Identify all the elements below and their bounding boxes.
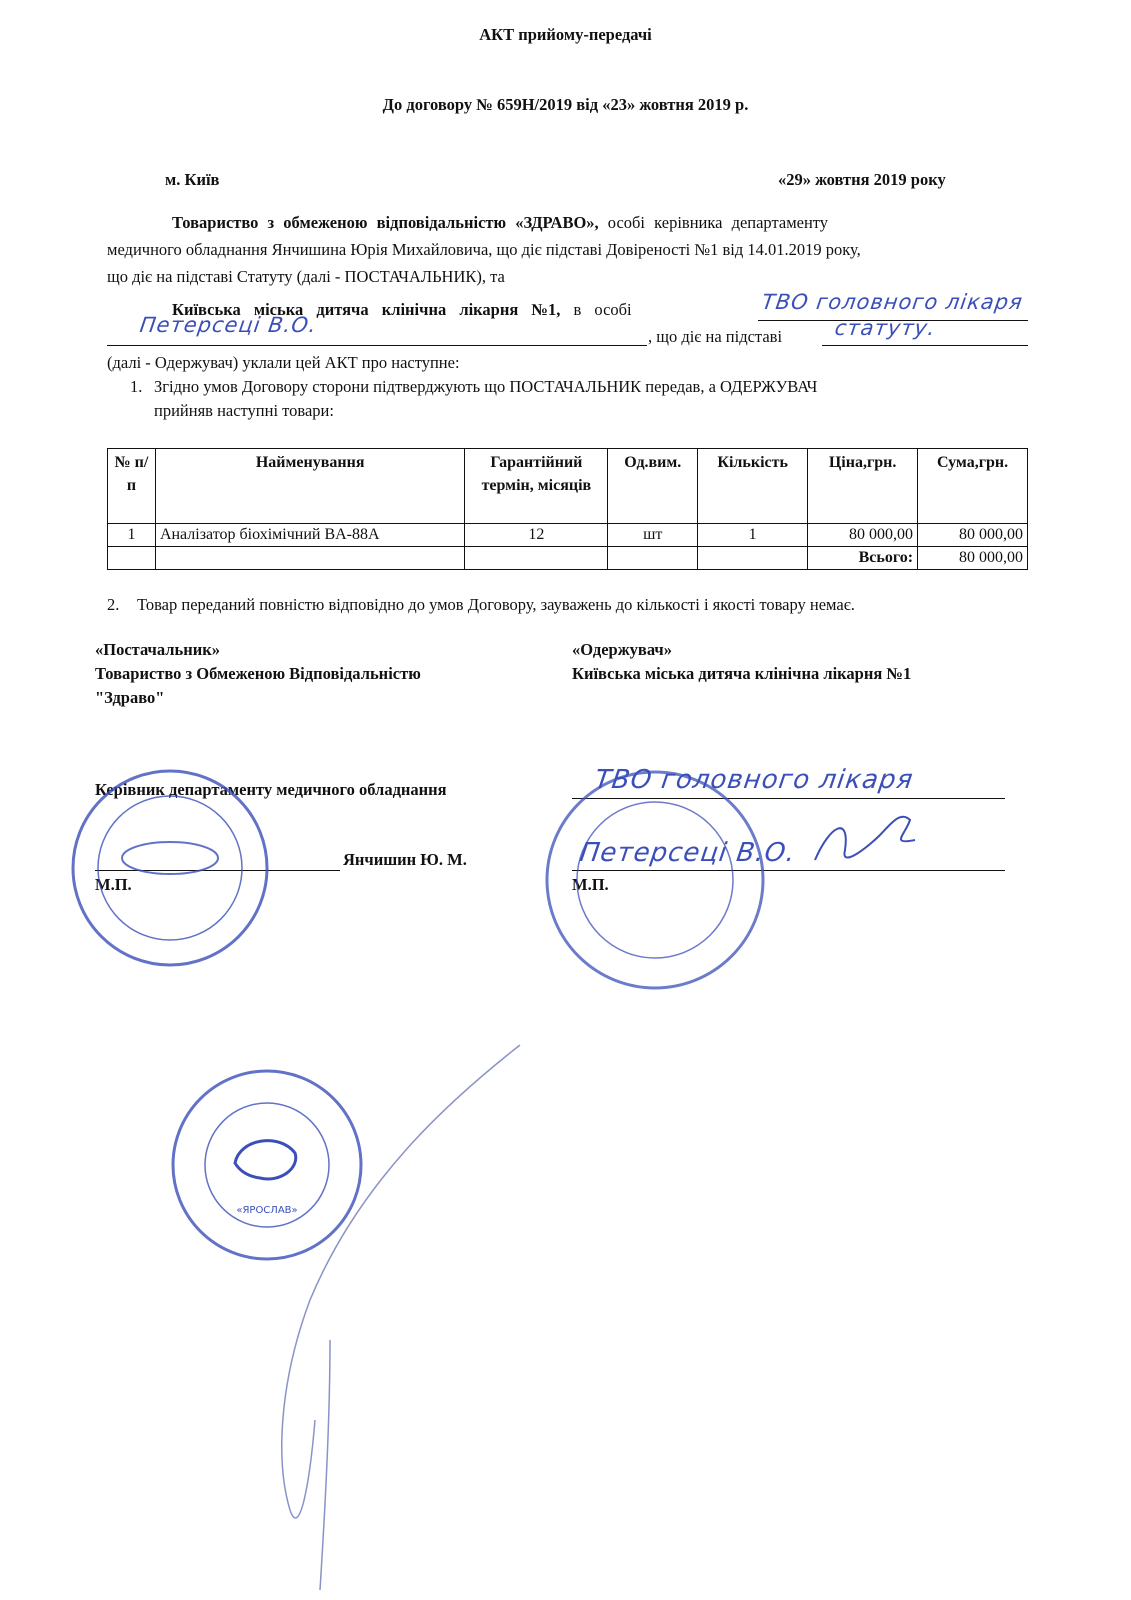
receiver-handwritten-title: ТВО головного лікаря [592,765,916,795]
document-date: «29» жовтня 2019 року [778,170,946,189]
table-total-row [108,547,1028,570]
header-name: Найменування [155,449,464,524]
table-row [108,524,1028,547]
city: м. Київ [165,170,220,189]
supplier-name-bold: Товариство з обмеженою відповідальністю «ЗДРАВО», [172,213,599,232]
supplier-stamp-place: М.П. [95,875,132,894]
item2-number: 2. [107,595,120,614]
document-title: АКТ прийому-передачі [479,25,652,44]
item1-number: 1. [130,377,143,396]
paragraph-supplier-line2: медичного обладнання Янчишина Юрія Михайловича, що діє підставі Довіреності №1 від 14.01.2019 року, [107,240,861,259]
handwritten-person-title: ТВО головного лікаря [760,290,1025,314]
paragraph-supplier-line3: що діє на підставі Статуту (далі - ПОСТАЧАЛЬНИК), та [107,267,505,286]
header-price: Ціна,грн. [808,449,918,524]
table-header-row [108,449,1028,524]
cell-quantity: 1 [698,524,808,547]
receiver-role: «Одержувач» [572,640,672,659]
supplier-company-line2: "Здраво" [95,688,165,707]
supplier-company-line1: Товариство з Обмеженою Відповідальністю [95,664,421,683]
header-sum: Сума,грн. [918,449,1028,524]
supplier-representative: особі керівника департаменту [598,213,829,232]
supplier-role: «Постачальник» [95,640,221,659]
receiver-handwritten-name: Петерсеці В.О. [577,838,798,868]
cell-warranty: 12 [465,524,608,547]
item2-text: Товар переданий повністю відповідно до умов Договору, зауважень до кількості і якості товару немає. [137,595,855,614]
supplier-signer: Янчишин Ю. М. [343,850,467,869]
item1-text-line1: Згідно умов Договору сторони підтверджують що ПОСТАЧАЛЬНИК передав, а ОДЕРЖУВАЧ [154,377,818,396]
acting-basis-label: , що діє на підставі [648,327,783,346]
charity-signature-scribble [270,1040,530,1600]
supplier-position: Керівник департаменту медичного обладнання [95,780,447,799]
cell-sum: 80 000,00 [918,524,1028,547]
header-quantity: Кількість [698,449,808,524]
header-number: № п/п [108,449,156,524]
header-warranty: Гарантійний термін, місяців [465,449,608,524]
basis-underline [822,345,1028,346]
receiver-stamp-place: М.П. [572,875,609,894]
cell-price: 80 000,00 [808,524,918,547]
cell-number: 1 [108,524,156,547]
person-name-underline [107,345,647,346]
paragraph-supplier-line1 [172,213,828,233]
receiver-stamp [545,770,765,990]
handwritten-person-name: Петерсеці В.О. [138,313,319,337]
receiver-signature-scribble [810,805,920,875]
cell-name: Аналізатор біохімічний BA-88A [155,524,464,547]
receiver-company: Київська міська дитяча клінічна лікарня №1 [572,664,912,683]
cell-unit: шт [608,524,698,547]
supplier-stamp [70,768,270,968]
contract-reference: До договору № 659Н/2019 від «23» жовтня 2019 р. [382,95,749,114]
in-person-label: в особі [573,300,632,319]
paragraph-receiver-line3: (далі - Одержувач) уклали цей АКТ про наступне: [107,353,460,372]
goods-table [107,448,1028,570]
handwritten-basis: статуту. [833,316,938,340]
svg-text:«ЯРОСЛАВ»: «ЯРОСЛАВ» [236,1205,298,1216]
total-label: Всього: [808,547,918,570]
item1-text-line2: прийняв наступні товари: [154,401,334,420]
receiver-name-bold: Київська міська дитяча клінічна лікарня №1, [172,300,561,319]
total-value: 80 000,00 [918,547,1028,570]
header-unit: Од.вим. [608,449,698,524]
